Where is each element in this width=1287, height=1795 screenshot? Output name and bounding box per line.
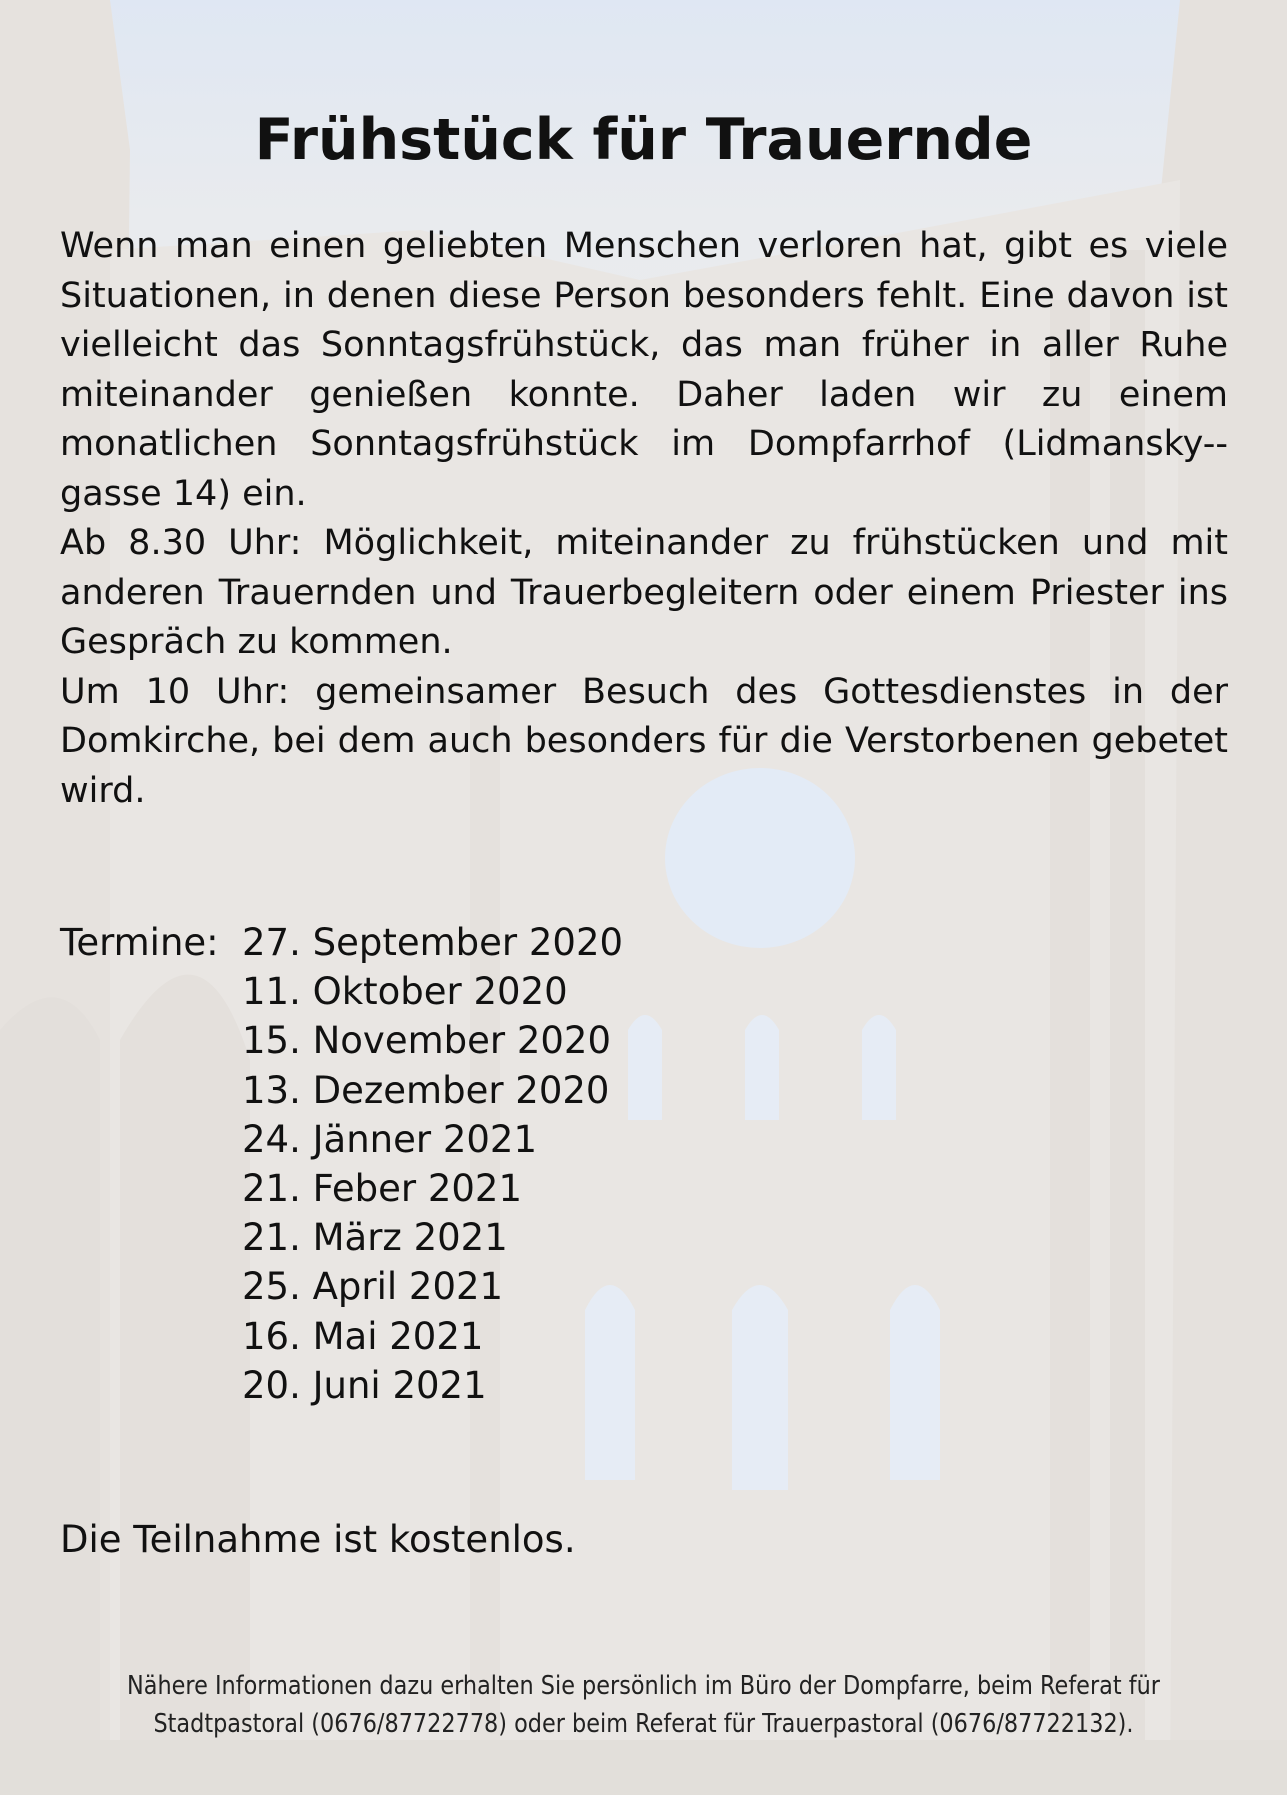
contact-footer	[124, 1667, 1162, 1743]
page-title: Frühstück für Trauernde	[254, 107, 1033, 173]
date-item: 16. Mai 2021	[242, 1314, 484, 1358]
date-item: 20. Juni 2021	[242, 1363, 487, 1407]
date-item: 25. April 2021	[242, 1265, 504, 1309]
intro-paragraph: Um 10 Uhr: gemeinsamer Besuch des Gottesdienstes in der Domkirche, bei dem auch besonders für die Verstorbenen gebetet wird.	[60, 671, 1228, 811]
intro-paragraph: Wenn man einen geliebten Menschen verloren hat, gibt es viele Situationen, in denen diese Person besonders fehlt. Eine davon ist vielleicht das Sonntagsfrühstück, das man früher in aller Ruhe miteinander genießen konnte. Daher laden wir zu einem monatlichen Sonntagsfrühstück im Dompfarrhof (Lidmansky-gasse 14) ein.	[60, 226, 1228, 514]
date-item: 21. März 2021	[242, 1216, 508, 1260]
intro-text	[60, 222, 1228, 816]
free-note: Die Teilnahme ist kostenlos.	[60, 1518, 576, 1561]
date-item: 11. Oktober 2020	[242, 970, 568, 1014]
footer-line: Nähere Informationen dazu erhalten Sie persönlich im Büro der Dompfarre, beim Referat für	[127, 1671, 1160, 1701]
footer-line: Stadtpastoral (0676/87722778) oder beim Referat für Trauerpastoral (0676/87722132).	[153, 1709, 1134, 1739]
date-item: 27. September 2020	[242, 921, 624, 964]
date-item: 15. November 2020	[242, 1019, 612, 1063]
date-item: 21. Feber 2021	[242, 1166, 523, 1210]
dates-label: Termine:	[60, 921, 219, 964]
date-item: 24. Jänner 2021	[242, 1117, 537, 1161]
dates-list	[242, 918, 623, 1410]
intro-paragraph: Ab 8.30 Uhr: Möglichkeit, miteinander zu frühstücken und mit anderen Trauernden und Trauerbegleitern oder einem Priester ins Gespräch zu kommen.	[60, 523, 1228, 662]
date-item: 13. Dezember 2020	[242, 1068, 610, 1112]
